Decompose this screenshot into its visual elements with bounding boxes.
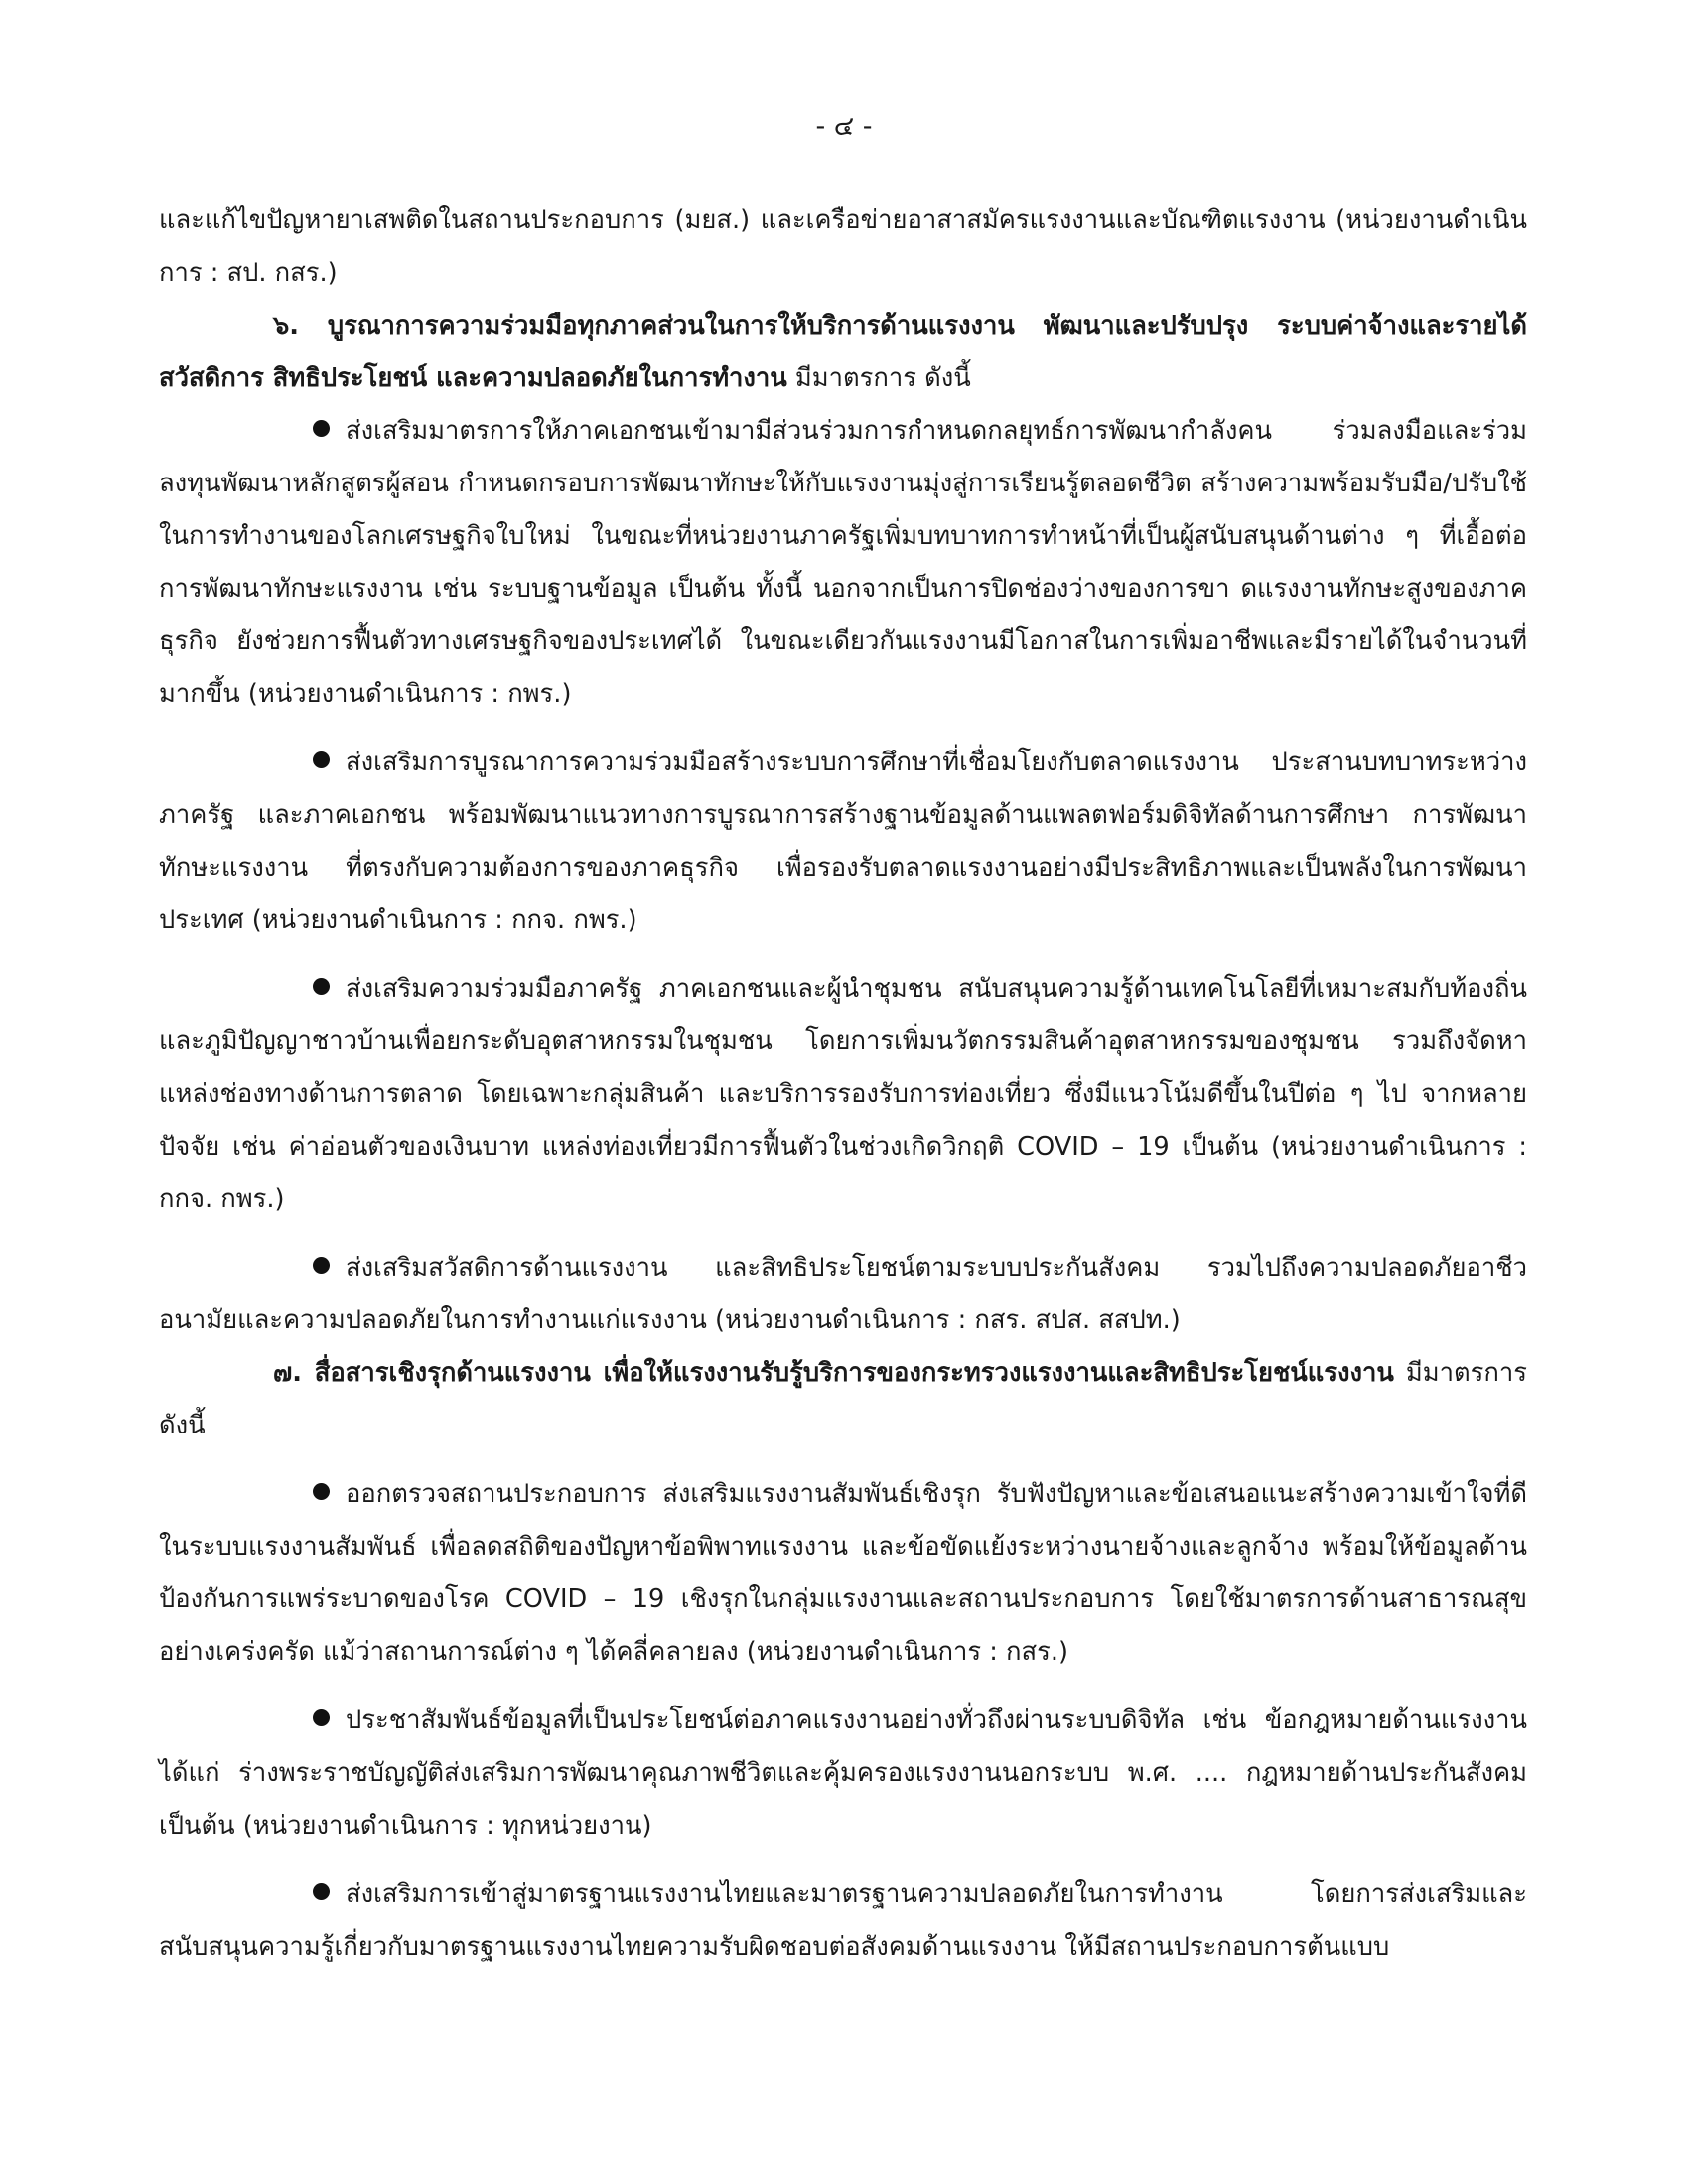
bullet-icon <box>313 1483 330 1500</box>
section-7-suffix: มีมาตรการ ดังนี้ <box>159 1358 1528 1440</box>
bullet-text: ส่งเสริมมาตรการให้ภาคเอกชนเข้ามามีส่วนร่วมการกำหนดกลยุทธ์การพัฒนากำลังคน ร่วมลงมือและร่วมลงทุนพัฒนาหลักสูตรผู้สอน กำหนดกรอบการพัฒนาทักษะให้กับแรงงานมุ่งสู่การเรียนรู้ตลอดชีวิต สร้างความพร้อมรับมือ/ปรับใช้ในการทำงานของโลกเศรษฐกิจใบใหม่ ในขณะที่หน่วยงานภาครัฐเพิ่มบทบาทการทำหน้าที่เป็นผู้สนับสนุนด้านต่าง ๆ ที่เอื้อต่อการพัฒนาทักษะแรงงาน เช่น ระบบฐานข้อมูล เป็นต้น ทั้งนี้ นอกจากเป็นการปิดช่องว่างของการขา ดแรงงานทักษะสูงของภาคธุรกิจ ยังช่วยการฟื้นตัวทางเศรษฐกิจของประเทศได้ ในขณะเดียวกันแรงงานมีโอกาสในการเพิ่มอาชีพและมีรายได้ในจำนวนที่มากขึ้น (หน่วยงานดำเนินการ : กพร.) <box>159 416 1527 709</box>
bullet-icon <box>313 1257 330 1274</box>
section-6-bullet <box>159 737 1527 947</box>
section-6-suffix: มีมาตรการ ดังนี้ <box>786 363 971 393</box>
section-7-heading: ๗. สื่อสารเชิงรุกด้านแรงงาน เพื่อให้แรงงานรับรู้บริการของกระทรวงแรงงานและสิทธิประโยชน์แรงงาน <box>273 1358 1394 1388</box>
section-6-heading-paragraph <box>159 300 1527 405</box>
section-7-bullet <box>159 1468 1527 1679</box>
bullet-text: ออกตรวจสถานประกอบการ ส่งเสริมแรงงานสัมพันธ์เชิงรุก รับฟังปัญหาและข้อเสนอแนะสร้างความเข้าใจที่ดีในระบบแรงงานสัมพันธ์ เพื่อลดสถิติของปัญหาข้อพิพาทแรงงาน และข้อขัดแย้งระหว่างนายจ้างและลูกจ้าง พร้อมให้ข้อมูลด้านป้องกันการแพร่ระบาดของโรค COVID – 19 เชิงรุกในกลุ่มแรงงานและสถานประกอบการ โดยใช้มาตรการด้านสาธารณสุขอย่างเคร่งครัด แม้ว่าสถานการณ์ต่าง ๆ ได้คลี่คลายลง (หน่วยงานดำเนินการ : กสร.) <box>159 1479 1527 1667</box>
section-6-bullet <box>159 405 1527 721</box>
bullet-icon <box>313 420 330 437</box>
bullet-text: ส่งเสริมการเข้าสู่มาตรฐานแรงงานไทยและมาตรฐานความปลอดภัยในการทำงาน โดยการส่งเสริมและสนับสนุนความรู้เกี่ยวกับมาตรฐานแรงงานไทยความรับผิดชอบต่อสังคมด้านแรงงาน ให้มีสถานประกอบการต้นแบบ <box>159 1879 1527 1962</box>
bullet-text: ส่งเสริมสวัสดิการด้านแรงงาน และสิทธิประโยชน์ตามระบบประกันสังคม รวมไปถึงความปลอดภัยอาชีวอนามัยและความปลอดภัยในการทำงานแก่แรงงาน (หน่วยงานดำเนินการ : กสร. สปส. สสปท.) <box>159 1253 1527 1335</box>
continuation-paragraph: และแก้ไขปัญหายาเสพติดในสถานประกอบการ (มยส.) และเครือข่ายอาสาสมัครแรงงานและบัณฑิตแรงงาน (หน่วยงานดำเนินการ : สป. กสร.) <box>159 205 1527 288</box>
bullet-text: ส่งเสริมการบูรณาการความร่วมมือสร้างระบบการศึกษาที่เชื่อมโยงกับตลาดแรงงาน ประสานบทบาทระหว่างภาครัฐ และภาคเอกชน พร้อมพัฒนาแนวทางการบูรณาการสร้างฐานข้อมูลด้านแพลตฟอร์มดิจิทัลด้านการศึกษา การพัฒนาทักษะแรงงาน ที่ตรงกับความต้องการของภาคธุรกิจ เพื่อรองรับตลาดแรงงานอย่างมีประสิทธิภาพและเป็นพลังในการพัฒนาประเทศ (หน่วยงานดำเนินการ : กกจ. กพร.) <box>159 748 1527 935</box>
bullet-icon <box>313 978 330 995</box>
bullet-icon <box>313 751 330 768</box>
section-6-heading: ๖. บูรณาการความร่วมมือทุกภาคส่วนในการให้บริการด้านแรงงาน พัฒนาและปรับปรุง ระบบค่าจ้างและรายได้ สวัสดิการ สิทธิประโยชน์ และความปลอดภัยในการทำงาน <box>159 311 1527 393</box>
section-6-bullet <box>159 1242 1527 1347</box>
section-7-bullet <box>159 1868 1527 1974</box>
document-body <box>159 195 1527 1974</box>
bullet-text: ส่งเสริมความร่วมมือภาครัฐ ภาคเอกชนและผู้นำชุมชน สนับสนุนความรู้ด้านเทคโนโลยีที่เหมาะสมกับท้องถิ่นและภูมิปัญญาชาวบ้านเพื่อยกระดับอุตสาหกรรมในชุมชน โดยการเพิ่มนวัตกรรมสินค้าอุตสาหกรรมของชุมชน รวมถึงจัดหาแหล่งช่องทางด้านการตลาด โดยเฉพาะกลุ่มสินค้า และบริการรองรับการท่องเที่ยว ซึ่งมีแนวโน้มดีขึ้นในปีต่อ ๆ ไป จากหลายปัจจัย เช่น ค่าอ่อนตัวของเงินบาท แหล่งท่องเที่ยวมีการฟื้นตัวในช่วงเกิดวิกฤติ COVID – 19 เป็นต้น (หน่วยงานดำเนินการ : กกจ. กพร.) <box>159 974 1527 1214</box>
section-7-heading-paragraph <box>159 1347 1527 1452</box>
bullet-icon <box>313 1709 330 1726</box>
page-number: - ๔ - <box>815 111 873 142</box>
section-7-bullet <box>159 1695 1527 1852</box>
section-6-bullet <box>159 963 1527 1226</box>
bullet-icon <box>313 1883 330 1900</box>
bullet-text: ประชาสัมพันธ์ข้อมูลที่เป็นประโยชน์ต่อภาคแรงงานอย่างทั่วถึงผ่านระบบดิจิทัล เช่น ข้อกฎหมายด้านแรงงาน ได้แก่ ร่างพระราชบัญญัติส่งเสริมการพัฒนาคุณภาพชีวิตและคุ้มครองแรงงานนอกระบบ พ.ศ. .... กฎหมายด้านประกันสังคม เป็นต้น (หน่วยงานดำเนินการ : ทุกหน่วยงาน) <box>159 1706 1527 1841</box>
